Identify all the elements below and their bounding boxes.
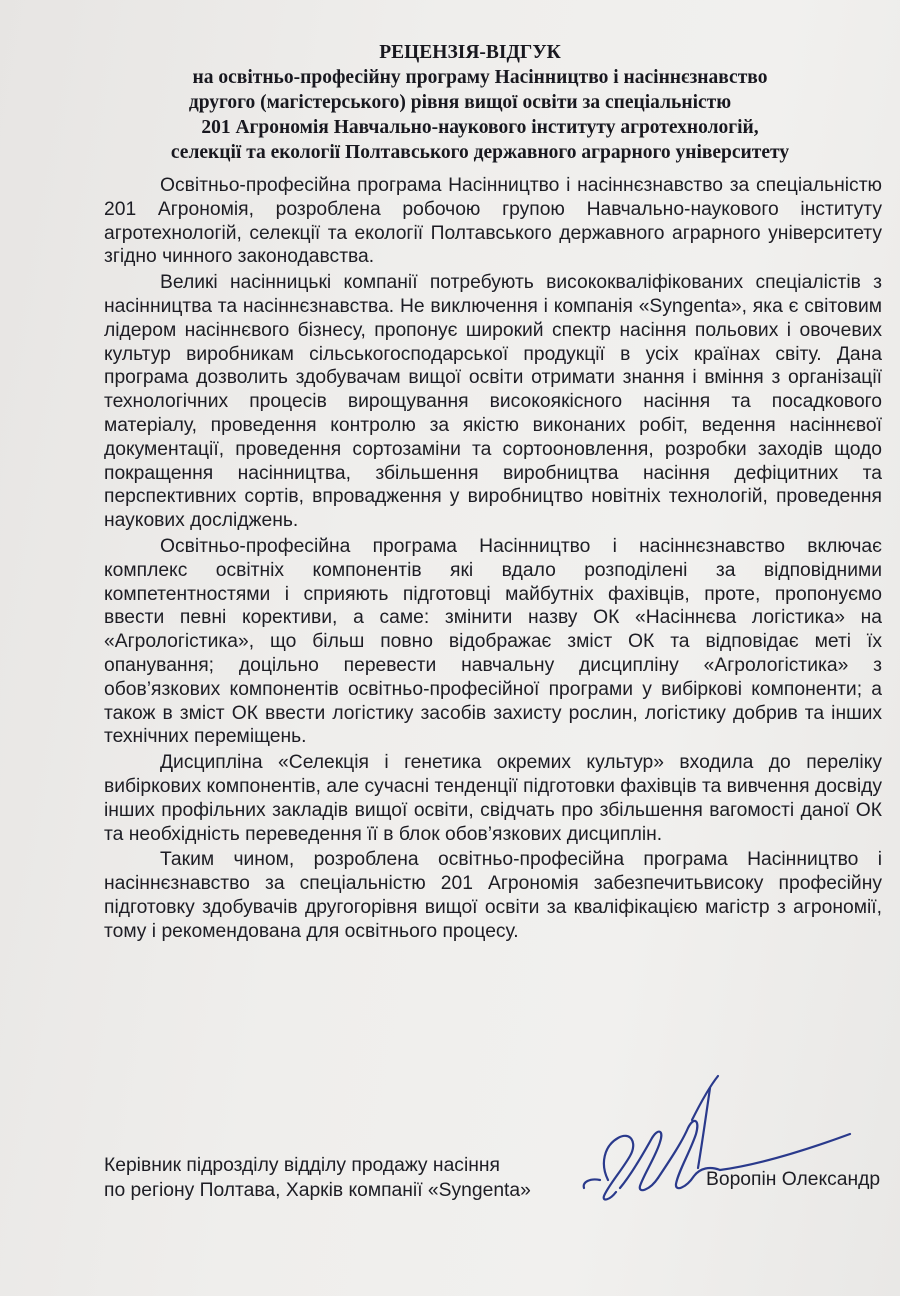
- document-title: РЕЦЕНЗІЯ-ВІДГУК: [379, 42, 561, 63]
- signer-role-line-2: по регіону Полтава, Харків компанії «Syngenta»: [104, 1180, 531, 1201]
- paragraph-companies: Великі насінницькі компанії потребують висококваліфікованих спеціалістів з насінництва та насіннєзнавства. Не виключення і компанія «Syngenta», яка є світовим лідером насіннєвого бізнесу, пропонує широкий спектр насіння польових і овочевих культур виробникам сільськогосподарської продукції в усіх країнах світу. Дана програма дозволить здобувачам вищої освіти отримати знання і вміння з організації технологічних процесів вирощування високоякісного насіння та посадкового матеріалу, проведення контролю за якістю виконаних робіт, ведення насіннєвої документації, проведення сортозаміни та сортооновлення, розробки заходів щодо покращення насінництва, збільшення виробництва насіння дефіцитних та перспективних сортів, впровадження у виробництво новітніх технологій, проведення наукових досліджень.: [104, 272, 882, 532]
- signer-role-line-1: Керівник підрозділу відділу продажу насіння: [104, 1155, 500, 1176]
- subtitle-line-4: селекції та екології Полтавського державного аграрного університету: [170, 142, 790, 163]
- paragraph-intro: Освітньо-професійна програма Насінництво і насіннєзнавство за спеціальністю 201 Агрономія, розроблена робочою групою Навчально-наукового інституту агротехнологій, селекції та екології Полтавського державного аграрного університету згідно чинного законодавства.: [104, 175, 882, 268]
- subtitle-line-3: 201 Агрономія Навчально-наукового інституту агротехнологій,: [201, 117, 759, 138]
- subtitle-line-2: другого (магістерського) рівня вищої освіти за спеціальністю: [188, 92, 732, 113]
- document-body: [104, 174, 882, 946]
- document-header: [60, 40, 880, 165]
- subtitle-line-1: на освітньо-професійну програму Насінництво і насіннєзнавство: [192, 67, 768, 88]
- paragraph-components: Освітньо-професійна програма Насінництво і насіннєзнавство включає комплекс освітніх компонентів які вдало розподілені за відповідними компетентностями і сприяють підготовці майбутніх фахівців, проте, пропонуємо ввести певні корективи, а саме: змінити назву ОК «Насіннєва логістика» на «Агрологістика», що більш повно відображає зміст ОК та відповідає меті їх опанування; доцільно перевести навчальну дисципліну «Агрологістика» з обов’язкових компонентів освітньо-професійної програми у вибіркові компоненти; а також в зміст ОК ввести логістику засобів захисту рослин, логістику добрив та інших технічних переміщень.: [104, 535, 882, 748]
- signature-block: [104, 1153, 900, 1223]
- paragraph-discipline: Дисципліна «Селекція і генетика окремих культур» входила до переліку вибіркових компонентів, але сучасні тенденції підготовки фахівців та вивчення досвіду інших профільних закладів вищої освіти, свідчать про збільшення вагомості даної ОК та необхідність переведення її в блок обов’язкових дисциплін.: [104, 752, 882, 845]
- signer-name: Воропін Олександр: [706, 1169, 881, 1190]
- paragraph-conclusion: Таким чином, розроблена освітньо-професійна програма Насінництво і насіннєзнавство за спеціальністю 201 Агрономія забезпечитьвисоку професійну підготовку здобувачів другогорівня вищої освіти за кваліфікацією магістр з агрономії, тому і рекомендована для освітнього процесу.: [104, 849, 882, 942]
- signer-role: [104, 1153, 531, 1203]
